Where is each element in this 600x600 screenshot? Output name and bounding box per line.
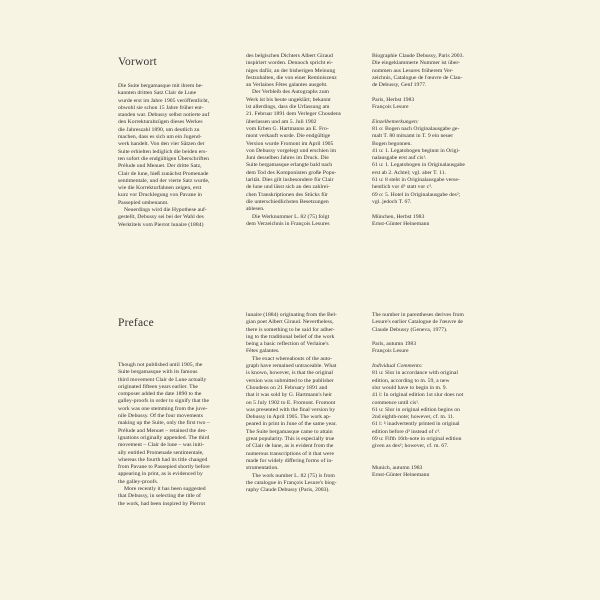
comment-line: 41 l: In original edition 1st slur does not xyxy=(372,392,464,399)
text-line: die unterschiedlichsten Besetzungen xyxy=(246,198,329,205)
text-line: whereas the fourth had its title changed xyxy=(118,456,208,463)
text-line: ing to the traditional belief of the work xyxy=(246,333,335,340)
comment-line: hentlich vor d³ statt vor c³. xyxy=(372,184,433,191)
text-line: Version wurde Fromont im April 1905 xyxy=(246,140,334,147)
text-line: gestellt, Debussy sei bei der Wahl des xyxy=(118,214,204,221)
text-line: von Debussy vorgelegt und erschien im xyxy=(246,147,337,154)
text-line: Die Werknummer L. 82 (75) folgt xyxy=(252,213,330,220)
text-line: nommen aus Lesures früherem Ver- xyxy=(372,67,454,74)
text-line: standen war. Debussy selbst notierte auf xyxy=(118,112,210,119)
comment-line: edition before d³ instead of c³. xyxy=(372,428,441,435)
text-line: de Debussy, Genf 1977. xyxy=(372,82,427,89)
text-line: dem Tod des Komponisten große Popu- xyxy=(246,169,337,176)
text-line: zeichnis, Catalogue de l'œuvre de Clau- xyxy=(372,74,463,81)
comments-heading: Einzelbemerkungen: xyxy=(372,118,419,125)
text-line: More recently it has been suggested xyxy=(124,486,206,493)
text-line: ablesen. xyxy=(246,206,265,213)
text-line: made for widely differing forms of in- xyxy=(246,457,334,464)
preface-column-3 xyxy=(372,312,497,479)
text-line: Suite bergamasque erlangte bald nach xyxy=(246,162,333,169)
comment-line: 81 o: Bogen nach Originalausgabe ge- xyxy=(372,125,460,132)
text-line: ten sofort die endgültigen Überschriften xyxy=(118,155,209,162)
signature-name: Ernst-Günter Heinemann xyxy=(372,471,430,478)
text-line: the galley-proofs. xyxy=(118,478,159,485)
text-line: from Pavane to Passepied shortly before xyxy=(118,464,210,471)
text-line: Debussy in April 1905. The work ap- xyxy=(246,414,331,421)
text-line: wurde erst im Jahre 1905 veröffentlicht, xyxy=(118,97,210,104)
text-line: strumentation. xyxy=(246,465,279,472)
text-line: obwohl sie schon 15 Jahre früher ent- xyxy=(118,104,204,111)
text-line: The number in parentheses derives from xyxy=(372,312,464,318)
vorwort-column-3 xyxy=(372,53,497,228)
text-line: wie die Korrekturfahnen zeigen, erst xyxy=(118,185,202,192)
text-line: sentimentale, und der vierte Satz wurde, xyxy=(118,177,210,184)
text-line: Suite erhielten lediglich die beiden ers- xyxy=(118,148,208,155)
comment-line: vgl. jedoch T. 67. xyxy=(372,198,412,205)
text-line: Werk ist bis heute ungeklärt; bekannt xyxy=(246,96,331,103)
text-line: de lune und lässt sich an den zahlrei- xyxy=(246,184,330,191)
signature-name: Ernst-Günter Heinemann xyxy=(372,220,430,227)
text-line: Suite bergamasque with its famous xyxy=(118,369,198,376)
signature-name: François Lesure xyxy=(372,104,409,111)
text-line: überlassen und am 5. Juli 1902 xyxy=(246,118,317,125)
text-line: numerous transcriptions of it that were xyxy=(246,450,334,457)
text-line: Lesure's earlier Catalogue de l'œuvre de xyxy=(372,319,463,326)
text-line: Fêtes galantes. xyxy=(246,348,280,355)
text-line: version was submitted to the publisher xyxy=(246,377,334,384)
text-line: Die eingeklammerte Nummer ist über- xyxy=(372,60,461,67)
text-line: machen, dass es sich um ein Jugend- xyxy=(118,134,202,141)
text-line: the work, had been inspired by Pierrot xyxy=(118,500,206,507)
text-line: movement – Clair de lune – was initi- xyxy=(118,442,205,449)
text-line: vom Erben G. Hartmanns an E. Fro- xyxy=(246,125,329,132)
signature-place-date: Paris, autumn 1983 xyxy=(372,341,417,348)
text-line: is known, however, is that the original xyxy=(246,370,333,377)
text-line: making up the Suite, only the first two – xyxy=(118,420,210,427)
comment-line: given as des²; however, cf. m. 67. xyxy=(372,443,449,450)
text-line: The Suite bergamasque came to attain xyxy=(246,428,333,435)
text-line: Passepied umbenannt. xyxy=(118,199,169,206)
text-line: third movement Clair de Lune actually xyxy=(118,376,207,383)
text-line: dem Verzeichnis in François Lesures xyxy=(246,220,330,227)
comment-line: 69 u: Fifth 16th-note in original edition xyxy=(372,436,462,443)
text-line: work was one stemming from the juve- xyxy=(118,405,208,412)
text-line: being a basic reflection of Verlaine's xyxy=(246,341,329,348)
comment-line: malt T. 80 mitsamt in T. 9 ein neuer xyxy=(372,133,454,140)
comment-line: 81 u: Slur in accordance with original xyxy=(372,370,458,377)
text-line: festzuhalten, die von einer Reminiszenz xyxy=(246,74,337,81)
text-line: ally entitled Promenade sentimentale, xyxy=(118,449,204,456)
text-line: galley-proofs in order to signify that the xyxy=(118,398,209,405)
text-line: 21. Februar 1891 dem Verleger Choudens xyxy=(246,111,341,118)
text-line: Choudens on 21 February 1891 and xyxy=(246,384,328,391)
text-line: inspiriert worden. Dennoch spricht ei- xyxy=(246,60,333,67)
signature-place-date: Paris, Herbst 1983 xyxy=(372,96,415,103)
text-line: peared in print in June of the same year. xyxy=(246,421,337,428)
signature-place-date: München, Herbst 1983 xyxy=(372,213,425,220)
text-line: an Verlaines Fêtes galantes ausgeht. xyxy=(246,82,328,89)
vorwort-column-1 xyxy=(118,83,230,229)
text-line: Prélude und Menuet. Der dritte Satz, xyxy=(118,163,202,170)
comment-line: erst ab 2. Achtel; vgl. aber T. 11. xyxy=(372,169,446,176)
text-line: originated fifteen years earlier. The xyxy=(118,383,198,390)
vorwort-heading: Vorwort xyxy=(118,56,157,68)
comment-line: 61 l: ♮ inadvertently printed in original xyxy=(372,421,460,428)
text-line: that Debussy, in selecting the title of xyxy=(118,493,201,500)
comment-line: 41 u: 1. Legatobogen beginnt in Origi- xyxy=(372,147,460,154)
text-line: great popularity. This is especially true xyxy=(246,436,335,443)
comment-line: Bogen begonnen. xyxy=(372,140,412,147)
text-line: graph have remained untraceable. What xyxy=(246,363,337,370)
preface-column-1 xyxy=(118,362,230,508)
comment-line: 61 u: 8 steht in Originalausgabe verse- xyxy=(372,177,460,184)
text-line: nile Debussy. Of the four movements xyxy=(118,413,203,420)
text-line: Clair de lune, hieß zunächst Promenade xyxy=(118,170,209,177)
signature-name: François Lesure xyxy=(372,348,409,355)
text-line: niges dafür, an der bisherigen Meinung xyxy=(246,67,336,74)
text-line: Neuerdings wird die Hypothese auf- xyxy=(124,207,207,214)
vorwort-column-2 xyxy=(246,53,358,228)
text-line: composer added the date 1890 to the xyxy=(118,391,202,398)
comment-line: nalausgabe erst auf cis¹. xyxy=(372,155,427,162)
text-line: of Clair de lune, as is evident from the xyxy=(246,443,334,450)
comment-line: slur would have to begin in m. 9. xyxy=(372,384,448,391)
comment-line: edition, according to m. 59, a new xyxy=(372,377,450,384)
text-line: was presented with the final version by xyxy=(246,406,336,413)
text-line: The exact whereabouts of the auto- xyxy=(252,355,333,362)
text-line: raphy Claude Debussy (Paris, 2003). xyxy=(246,487,330,494)
text-line: Juni desselben Jahres im Druck. Die xyxy=(246,155,329,162)
text-line: Die Suite bergamasque mit ihrem be- xyxy=(118,83,204,89)
text-line: Though not published until 1905, the xyxy=(118,362,203,368)
text-line: Der Verbleib des Autographs zum xyxy=(252,89,329,96)
comment-line: 2nd eighth-note; however, cf. m. 11. xyxy=(372,414,455,421)
comment-line: commence until cis¹. xyxy=(372,399,420,406)
text-line: ignations originally appended. The third xyxy=(118,434,210,441)
signature-place-date: Munich, autumn 1983 xyxy=(372,464,423,471)
preface-column-2 xyxy=(246,312,358,494)
text-line: kurz vor Drucklegung von Pavane in xyxy=(118,192,202,199)
text-line: ist allerdings, dass die Urfassung am xyxy=(246,104,330,111)
text-line: on 5 July 1902 to E. Fromont. Fromont xyxy=(246,399,336,406)
comment-line: 61 u: Slur in original edition begins on xyxy=(372,406,460,413)
text-line: kannten dritten Satz Clair de Lune xyxy=(118,90,197,97)
text-line: werk handelt. Von den vier Sätzen der xyxy=(118,141,205,148)
comment-line: 69 o: 5. Hotel in Originalausgabe des²; xyxy=(372,191,461,198)
preface-heading: Preface xyxy=(118,317,154,329)
comment-line: 61 u: 1. Legatobogen in Originalausgabe xyxy=(372,162,465,169)
text-line: that it was sold by G. Hartmann's heir xyxy=(246,392,333,399)
text-line: larität. Dies gilt insbesondere für Clair xyxy=(246,177,334,184)
text-line: Biographie Claude Debussy, Paris 2003. xyxy=(372,53,464,59)
text-line: chen Transkriptionen des Stücks für xyxy=(246,191,328,198)
text-line: there is something to be said for adher- xyxy=(246,326,335,333)
text-line: The work number L. 82 (75) is from xyxy=(252,472,335,479)
text-line: Claude Debussy (Geneva, 1977). xyxy=(372,326,448,333)
text-line: Werktitels vom Pierrot lunaire (1884) xyxy=(118,221,204,228)
text-line: mont verkauft wurde. Die endgültige xyxy=(246,133,331,140)
text-line: den Korrekturabzügen dieses Werkes xyxy=(118,119,203,126)
comments-heading: Individual Comments: xyxy=(372,363,423,370)
text-line: Prélude and Menuet – retained the des- xyxy=(118,427,208,434)
text-line: des belgischen Dichters Albert Giraud xyxy=(246,53,333,59)
text-line: appearing in print, as is evidenced by xyxy=(118,471,203,478)
text-line: gian poet Albert Giraud. Nevertheless, xyxy=(246,319,334,326)
text-line: lunaire (1884) originating from the Bel- xyxy=(246,312,337,318)
text-line: the catalogue in François Lesure's biog- xyxy=(246,479,337,486)
text-line: die Jahreszahl 1890, um deutlich zu xyxy=(118,126,200,133)
